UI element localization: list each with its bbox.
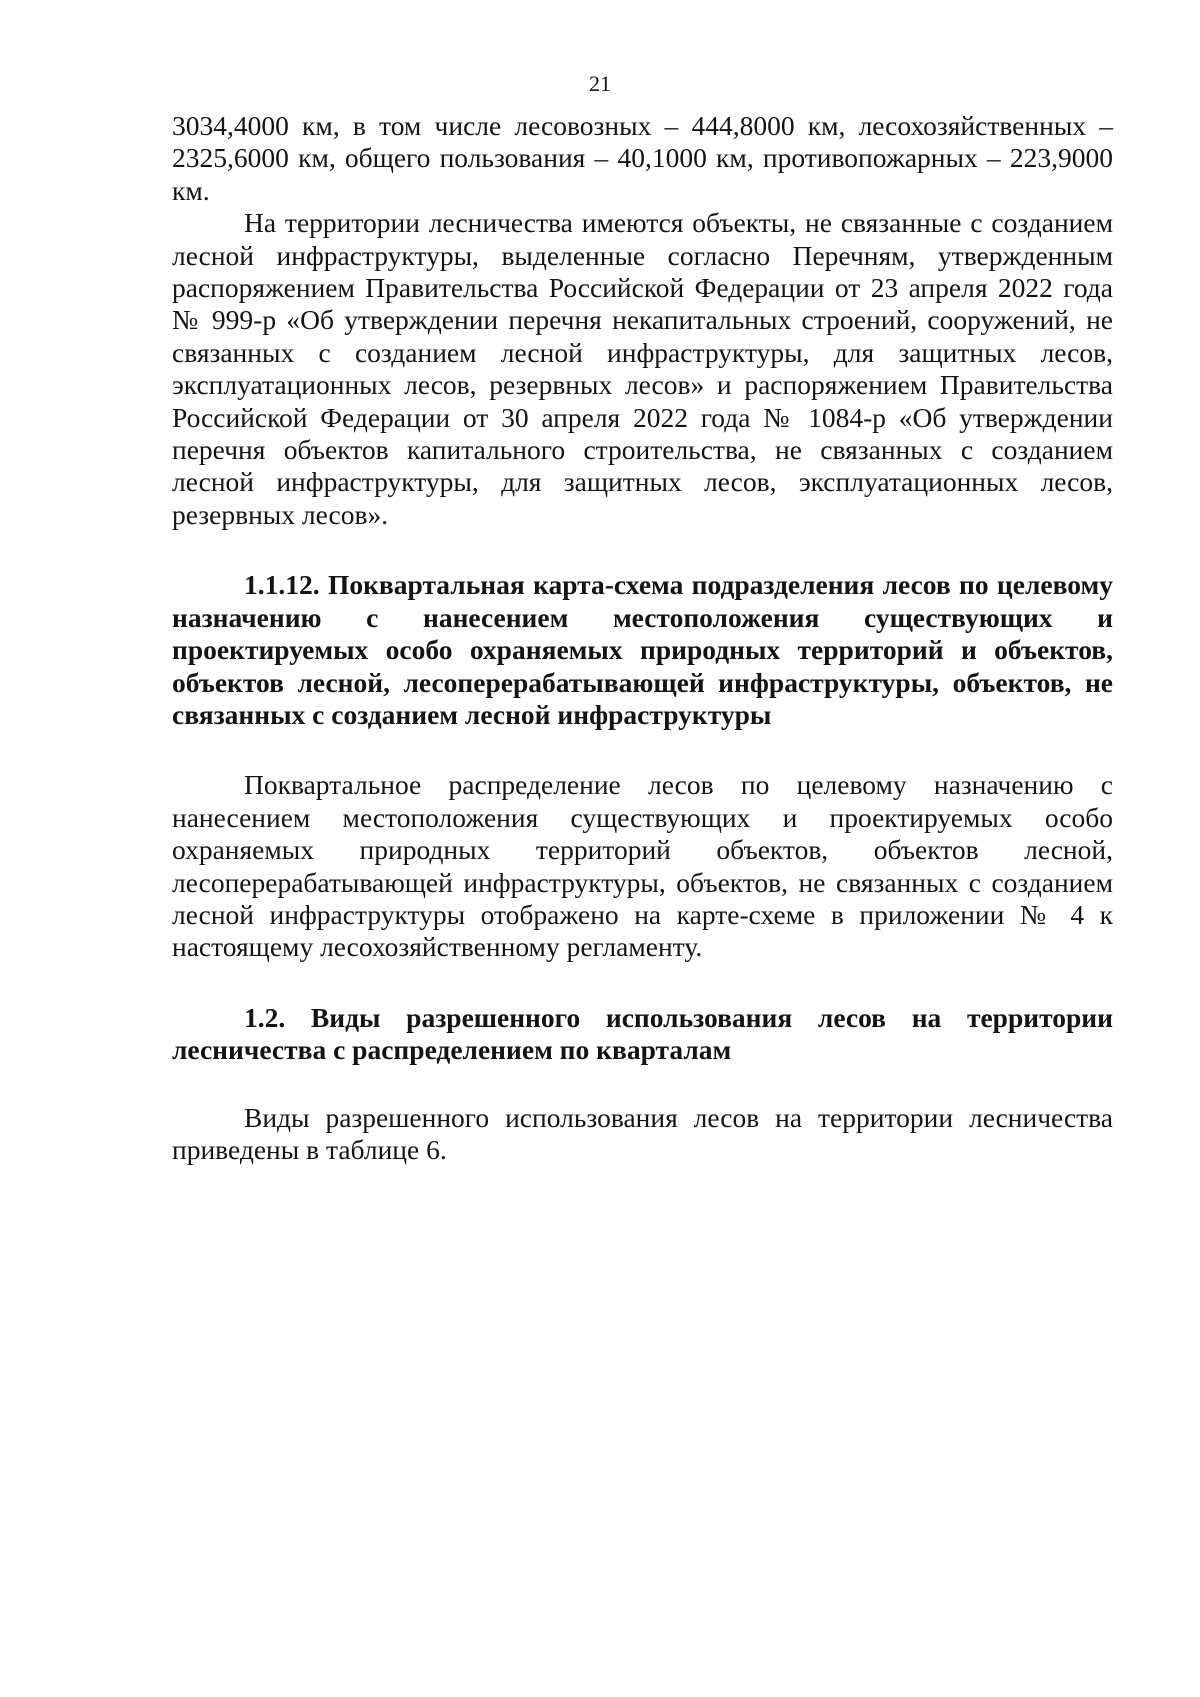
section-heading-1-1-12: 1.1.12. Поквартальная карта-схема подразделения лесов по целевому назначению с нанесением местоположения существующих и проектируемых особо охраняемых природных территорий и объектов, объектов лесной, лесоперерабатывающей инфраструктуры, объектов, не связанных с созданием лесной инфраструктуры <box>172 569 1113 730</box>
page-number: 21 <box>589 71 611 96</box>
section-heading-1-2: 1.2. Виды разрешенного использования лесов на территории лесничества с распределением по кварталам <box>172 1001 1113 1066</box>
document-body <box>172 110 1113 1166</box>
paragraph-permitted-use: Виды разрешенного использования лесов на территории лесничества приведены в таблице 6. <box>172 1101 1113 1165</box>
paragraph-quarterly-distribution: Поквартальное распределение лесов по целевому назначению с нанесением местоположения существующих и проектируемых особо охраняемых природных территорий объектов, объектов лесной, лесоперерабатывающей инфраструктуры, объектов, не связанных с созданием лесной инфраструктуры отображено на карте-схеме в приложении № 4 к настоящему лесохозяйственному регламенту. <box>172 769 1113 963</box>
spacer <box>172 964 1113 1002</box>
spacer <box>172 731 1113 769</box>
spacer <box>172 1067 1113 1102</box>
spacer <box>172 531 1113 569</box>
paragraph-roads-length: 3034,4000 км, в том числе лесовозных – 444,8000 км, лесохозяйственных – 2325,6000 км, общего пользования – 40,1000 км, противопожарных – 223,9000 км. <box>172 110 1113 206</box>
paragraph-non-infrastructure-objects: На территории лесничества имеются объекты, не связанные с созданием лесной инфраструктуры, выделенные согласно Перечням, утвержденным распоряжением Правительства Российской Федерации от 23 апреля 2022 года № 999-р «Об утверждении перечня некапитальных строений, сооружений, не связанных с созданием лесной инфраструктуры, для защитных лесов, эксплуатационных лесов, резервных лесов» и распоряжением Правительства Российской Федерации от 30 апреля 2022 года № 1084-р «Об утверждении перечня объектов капитального строительства, не связанных с созданием лесной инфраструктуры, для защитных лесов, эксплуатационных лесов, резервных лесов». <box>172 207 1113 530</box>
